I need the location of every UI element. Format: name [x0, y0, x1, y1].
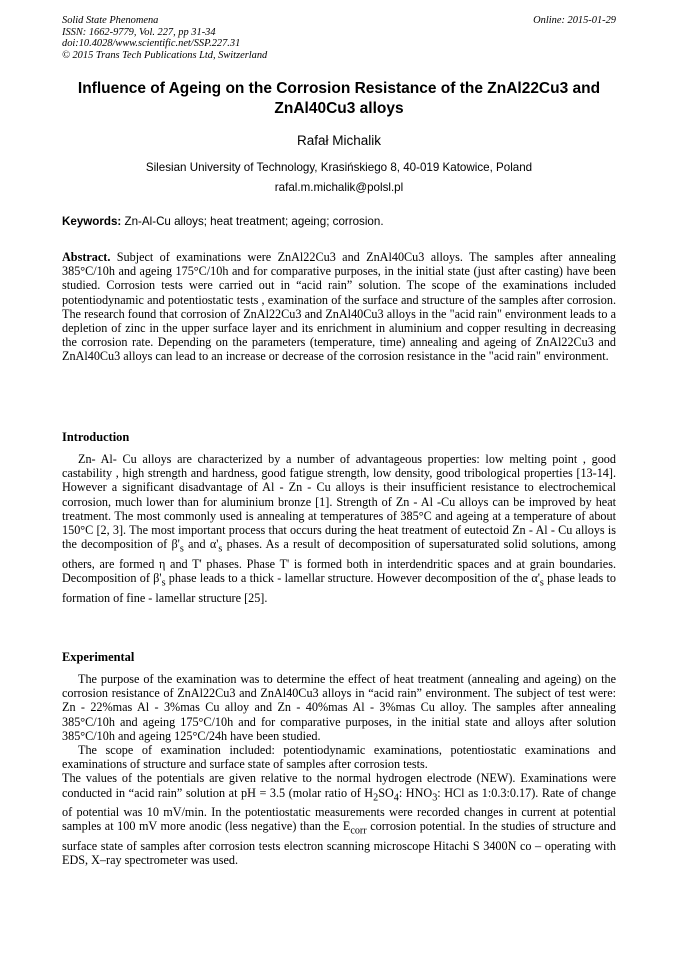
issn-line: ISSN: 1662-9779, Vol. 227, pp 31-34 — [62, 26, 216, 38]
abstract-label: Abstract. — [62, 250, 111, 264]
doi-line: doi:10.4028/www.scientific.net/SSP.227.31 — [62, 38, 241, 50]
author-email: rafal.m.michalik@polsl.pl — [274, 181, 404, 194]
keywords-text: Zn-Al-Cu alloys; heat treatment; ageing; corrosion. — [121, 215, 384, 228]
experimental-paragraph-1: The purpose of the examination was to determine the effect of heat treatment (annealing and ageing) on the corrosion resistance of ZnAl22Cu3 and ZnAl40Cu3 alloys in “acid rain” environment. The subject of test were: Zn - 22%mas Al - 3%mas Cu alloy and Zn - 40%mas Al - 3%mas Cu alloy. The samples after annealing 385°C/10h and ageing 175°C/10h and for comparative purposes, in the initial state and alloys after solution 385°C/10h and ageing 125°C/24h have been studied. — [62, 672, 616, 743]
experimental-body — [62, 672, 616, 868]
introduction-heading: Introduction — [62, 430, 130, 444]
abstract — [62, 250, 616, 364]
journal-header — [62, 15, 267, 61]
experimental-paragraph-3: The values of the potentials are given relative to the normal hydrogen electrode (NEW). Examinations were conducted in “acid rain” solution at pH = 3.5 (molar ratio of $H_2SO_4$: $HNO_3$: HCl as 1:0.3:0.17). Rate of change of potential was 10 mV/min. In the potentiostatic measurements were recorded changes in current at potential samples at 100 mV more anodic (less negative) than the $E_{corr}$ corrosion potential. In the studies of structure and surface state of samples after corrosion tests electron scanning microscope Hitachi S 3400N co – operating with EDS, X–ray spectrometer was used. — [62, 771, 616, 868]
online-date: Online: 2015-01-29 — [533, 15, 616, 26]
keywords — [62, 215, 618, 228]
experimental-heading: Experimental — [62, 650, 135, 664]
journal-name: Solid State Phenomena — [62, 15, 159, 26]
keywords-label: Keywords: — [62, 215, 122, 228]
author-name: Rafał Michalik — [296, 133, 382, 148]
paper-title: Influence of Ageing on the Corrosion Resistance of the ZnAl22Cu3 and ZnAl40Cu3 alloys — [77, 80, 601, 117]
copyright-line: © 2015 Trans Tech Publications Ltd, Switzerland — [62, 49, 268, 61]
introduction-paragraph: Zn- Al- Cu alloys are characterized by a number of advantageous properties: low melting point , good castability , high strength and hardness, good fatigue strength, low density, good tribological properties [13-14]. However a significant disadvantage of Al - Zn - Cu alloys is their insufficient resistance to electrochemical corrosion, much lower than for aluminium bronze [1]. Strength of Zn - Al -Cu alloys can be improved by heat treatment. The most commonly used is annealing at temperatures of 385°C and ageing at a temperature of about 150°C [2, 3]. The most important process that occurs during the heat treatment of eutectoid Zn - Al - Cu alloys is the decomposition of $\beta'_s$ and $\alpha'_s$ phases. As a result of decomposition of supersaturated solid solutions, among others, are formed η and T' phases. Phase T' is formed both in interdendritic spaces and at grain boundaries. Decomposition of $\beta'_s$ phase leads to a thick - lamellar structure. However decomposition of the $\alpha'_s$ phase leads to formation of fine - lamellar structure [25]. — [62, 452, 616, 605]
introduction-body — [62, 452, 616, 605]
experimental-paragraph-2: The scope of examination included: potentiodynamic examinations, potentiostatic examinations and examinations of structure and surface state of samples after corrosion tests. — [62, 743, 616, 772]
author-affiliation: Silesian University of Technology, Krasińskiego 8, 40-019 Katowice, Poland — [145, 161, 533, 174]
abstract-text: Subject of examinations were ZnAl22Cu3 and ZnAl40Cu3 alloys. The samples after annealing 385°C/10h and ageing 175°C/10h and for comparative purposes, in the initial state (just after casting) have been studied. Corrosion tests were carried out in “acid rain” solution. The scope of the examinations included potentiodynamic and potentiostatic tests , examination of the surface and structure of the samples after corrosion. The research found that corrosion of ZnAl22Cu3 and ZnAl40Cu3 alloys in the "acid rain" environment leads to a depletion of zinc in the upper surface layer and its enrichment in aluminium and copper resulting in decreasing the corrosion rate. Depending on the parameters (temperature, time) annealing and ageing of ZnAl22Cu3 and ZnAl40Cu3 alloys can lead to an increase or decrease of the corrosion resistance in the "acid rain" environment. — [62, 250, 616, 364]
